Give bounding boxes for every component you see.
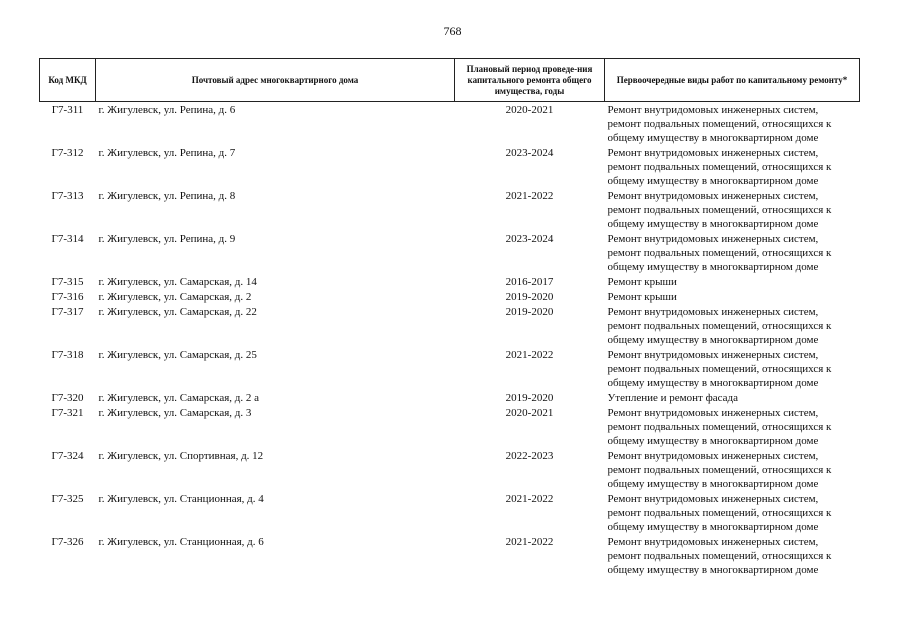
cell-period: 2019-2020 bbox=[505, 306, 554, 318]
works-line: ремонт подвальных помещений, относящихся к bbox=[607, 320, 832, 332]
cell-works bbox=[605, 304, 860, 347]
works-line: общему имуществу в многоквартирном доме bbox=[607, 175, 819, 187]
works-line: общему имуществу в многоквартирном доме bbox=[607, 521, 819, 533]
cell-period: 2020-2021 bbox=[505, 104, 554, 116]
header-address: Почтовый адрес многоквартирного дома bbox=[96, 59, 455, 102]
cell-address: г. Жигулевск, ул. Самарская, д. 2 а bbox=[98, 392, 259, 404]
cell-code: Г7-311 bbox=[51, 104, 84, 116]
table-row bbox=[40, 145, 860, 188]
cell-address: г. Жигулевск, ул. Репина, д. 7 bbox=[98, 147, 236, 159]
table-row bbox=[40, 188, 860, 231]
works-line: ремонт подвальных помещений, относящихся к bbox=[607, 118, 832, 130]
cell-works bbox=[605, 405, 860, 448]
cell-code: Г7-320 bbox=[51, 392, 84, 404]
works-line: Ремонт внутридомовых инженерных систем, bbox=[607, 493, 819, 505]
cell-period: 2016-2017 bbox=[505, 276, 554, 288]
cell-address: г. Жигулевск, ул. Спортивная, д. 12 bbox=[98, 450, 264, 462]
cell-address: г. Жигулевск, ул. Станционная, д. 6 bbox=[98, 536, 264, 548]
capital-repair-table bbox=[39, 58, 860, 577]
cell-address: г. Жигулевск, ул. Самарская, д. 14 bbox=[98, 276, 257, 288]
cell-period: 2021-2022 bbox=[505, 493, 554, 505]
cell-works bbox=[605, 231, 860, 274]
cell-code: Г7-316 bbox=[51, 291, 84, 303]
works-line: Ремонт внутридомовых инженерных систем, bbox=[607, 536, 819, 548]
cell-works bbox=[605, 145, 860, 188]
cell-works bbox=[605, 274, 860, 289]
cell-works bbox=[605, 188, 860, 231]
table-row bbox=[40, 289, 860, 304]
cell-code: Г7-318 bbox=[51, 349, 84, 361]
works-line: общему имуществу в многоквартирном доме bbox=[607, 218, 819, 230]
cell-code: Г7-325 bbox=[51, 493, 84, 505]
table-header-row bbox=[40, 59, 860, 102]
cell-period: 2022-2023 bbox=[505, 450, 554, 462]
works-line: ремонт подвальных помещений, относящихся к bbox=[607, 421, 832, 433]
cell-works bbox=[605, 289, 860, 304]
works-line: ремонт подвальных помещений, относящихся к bbox=[607, 363, 832, 375]
cell-address: г. Жигулевск, ул. Самарская, д. 2 bbox=[98, 291, 252, 303]
header-code: Код МКД bbox=[40, 59, 96, 102]
works-line: ремонт подвальных помещений, относящихся к bbox=[607, 161, 832, 173]
cell-address: г. Жигулевск, ул. Репина, д. 8 bbox=[98, 190, 236, 202]
works-line: Ремонт внутридомовых инженерных систем, bbox=[607, 190, 819, 202]
table-row bbox=[40, 304, 860, 347]
cell-period: 2019-2020 bbox=[505, 291, 554, 303]
cell-period: 2023-2024 bbox=[505, 233, 554, 245]
table-row bbox=[40, 491, 860, 534]
cell-address: г. Жигулевск, ул. Репина, д. 9 bbox=[98, 233, 236, 245]
table-row bbox=[40, 448, 860, 491]
works-line: Ремонт внутридомовых инженерных систем, bbox=[607, 349, 819, 361]
table-row bbox=[40, 405, 860, 448]
works-line: общему имуществу в многоквартирном доме bbox=[607, 564, 819, 576]
cell-works bbox=[605, 448, 860, 491]
cell-period: 2021-2022 bbox=[505, 349, 554, 361]
table-body bbox=[40, 102, 860, 578]
works-line: Ремонт крыши bbox=[607, 291, 677, 303]
works-line: Ремонт внутридомовых инженерных систем, bbox=[607, 450, 819, 462]
cell-address: г. Жигулевск, ул. Самарская, д. 25 bbox=[98, 349, 257, 361]
works-line: Ремонт внутридомовых инженерных систем, bbox=[607, 407, 819, 419]
table-row bbox=[40, 231, 860, 274]
works-line: общему имуществу в многоквартирном доме bbox=[607, 435, 819, 447]
works-line: Ремонт внутридомовых инженерных систем, bbox=[607, 306, 819, 318]
cell-works bbox=[605, 347, 860, 390]
works-line: Ремонт внутридомовых инженерных систем, bbox=[607, 233, 819, 245]
cell-address: г. Жигулевск, ул. Репина, д. 6 bbox=[98, 104, 236, 116]
page-number: 768 bbox=[443, 24, 462, 38]
works-line: Утепление и ремонт фасада bbox=[607, 392, 738, 404]
header-works: Первоочередные виды работ по капитальному ремонту* bbox=[605, 59, 860, 102]
cell-code: Г7-314 bbox=[51, 233, 84, 245]
cell-code: Г7-313 bbox=[51, 190, 84, 202]
works-line: общему имуществу в многоквартирном доме bbox=[607, 377, 819, 389]
works-line: ремонт подвальных помещений, относящихся к bbox=[607, 247, 832, 259]
cell-address: г. Жигулевск, ул. Самарская, д. 3 bbox=[98, 407, 252, 419]
works-line: ремонт подвальных помещений, относящихся к bbox=[607, 507, 832, 519]
cell-works bbox=[605, 102, 860, 146]
cell-address: г. Жигулевск, ул. Станционная, д. 4 bbox=[98, 493, 264, 505]
cell-works bbox=[605, 390, 860, 405]
cell-code: Г7-326 bbox=[51, 536, 84, 548]
works-line: общему имуществу в многоквартирном доме bbox=[607, 261, 819, 273]
works-line: ремонт подвальных помещений, относящихся к bbox=[607, 464, 832, 476]
cell-period: 2020-2021 bbox=[505, 407, 554, 419]
works-line: Ремонт крыши bbox=[607, 276, 677, 288]
cell-period: 2021-2022 bbox=[505, 190, 554, 202]
table-row bbox=[40, 534, 860, 577]
works-line: общему имуществу в многоквартирном доме bbox=[607, 132, 819, 144]
cell-code: Г7-312 bbox=[51, 147, 84, 159]
cell-code: Г7-321 bbox=[51, 407, 84, 419]
table-row bbox=[40, 274, 860, 289]
table-row bbox=[40, 102, 860, 146]
cell-works bbox=[605, 491, 860, 534]
header-period: Плановый период проведе-ния капитального ремонта общего имущества, годы bbox=[455, 59, 605, 102]
cell-works bbox=[605, 534, 860, 577]
cell-address: г. Жигулевск, ул. Самарская, д. 22 bbox=[98, 306, 257, 318]
table-row bbox=[40, 347, 860, 390]
works-line: общему имуществу в многоквартирном доме bbox=[607, 334, 819, 346]
cell-code: Г7-317 bbox=[51, 306, 84, 318]
works-line: Ремонт внутридомовых инженерных систем, bbox=[607, 147, 819, 159]
works-line: Ремонт внутридомовых инженерных систем, bbox=[607, 104, 819, 116]
cell-code: Г7-324 bbox=[51, 450, 84, 462]
works-line: общему имуществу в многоквартирном доме bbox=[607, 478, 819, 490]
cell-period: 2019-2020 bbox=[505, 392, 554, 404]
table-row bbox=[40, 390, 860, 405]
cell-code: Г7-315 bbox=[51, 276, 84, 288]
cell-period: 2021-2022 bbox=[505, 536, 554, 548]
works-line: ремонт подвальных помещений, относящихся к bbox=[607, 550, 832, 562]
cell-period: 2023-2024 bbox=[505, 147, 554, 159]
works-line: ремонт подвальных помещений, относящихся к bbox=[607, 204, 832, 216]
